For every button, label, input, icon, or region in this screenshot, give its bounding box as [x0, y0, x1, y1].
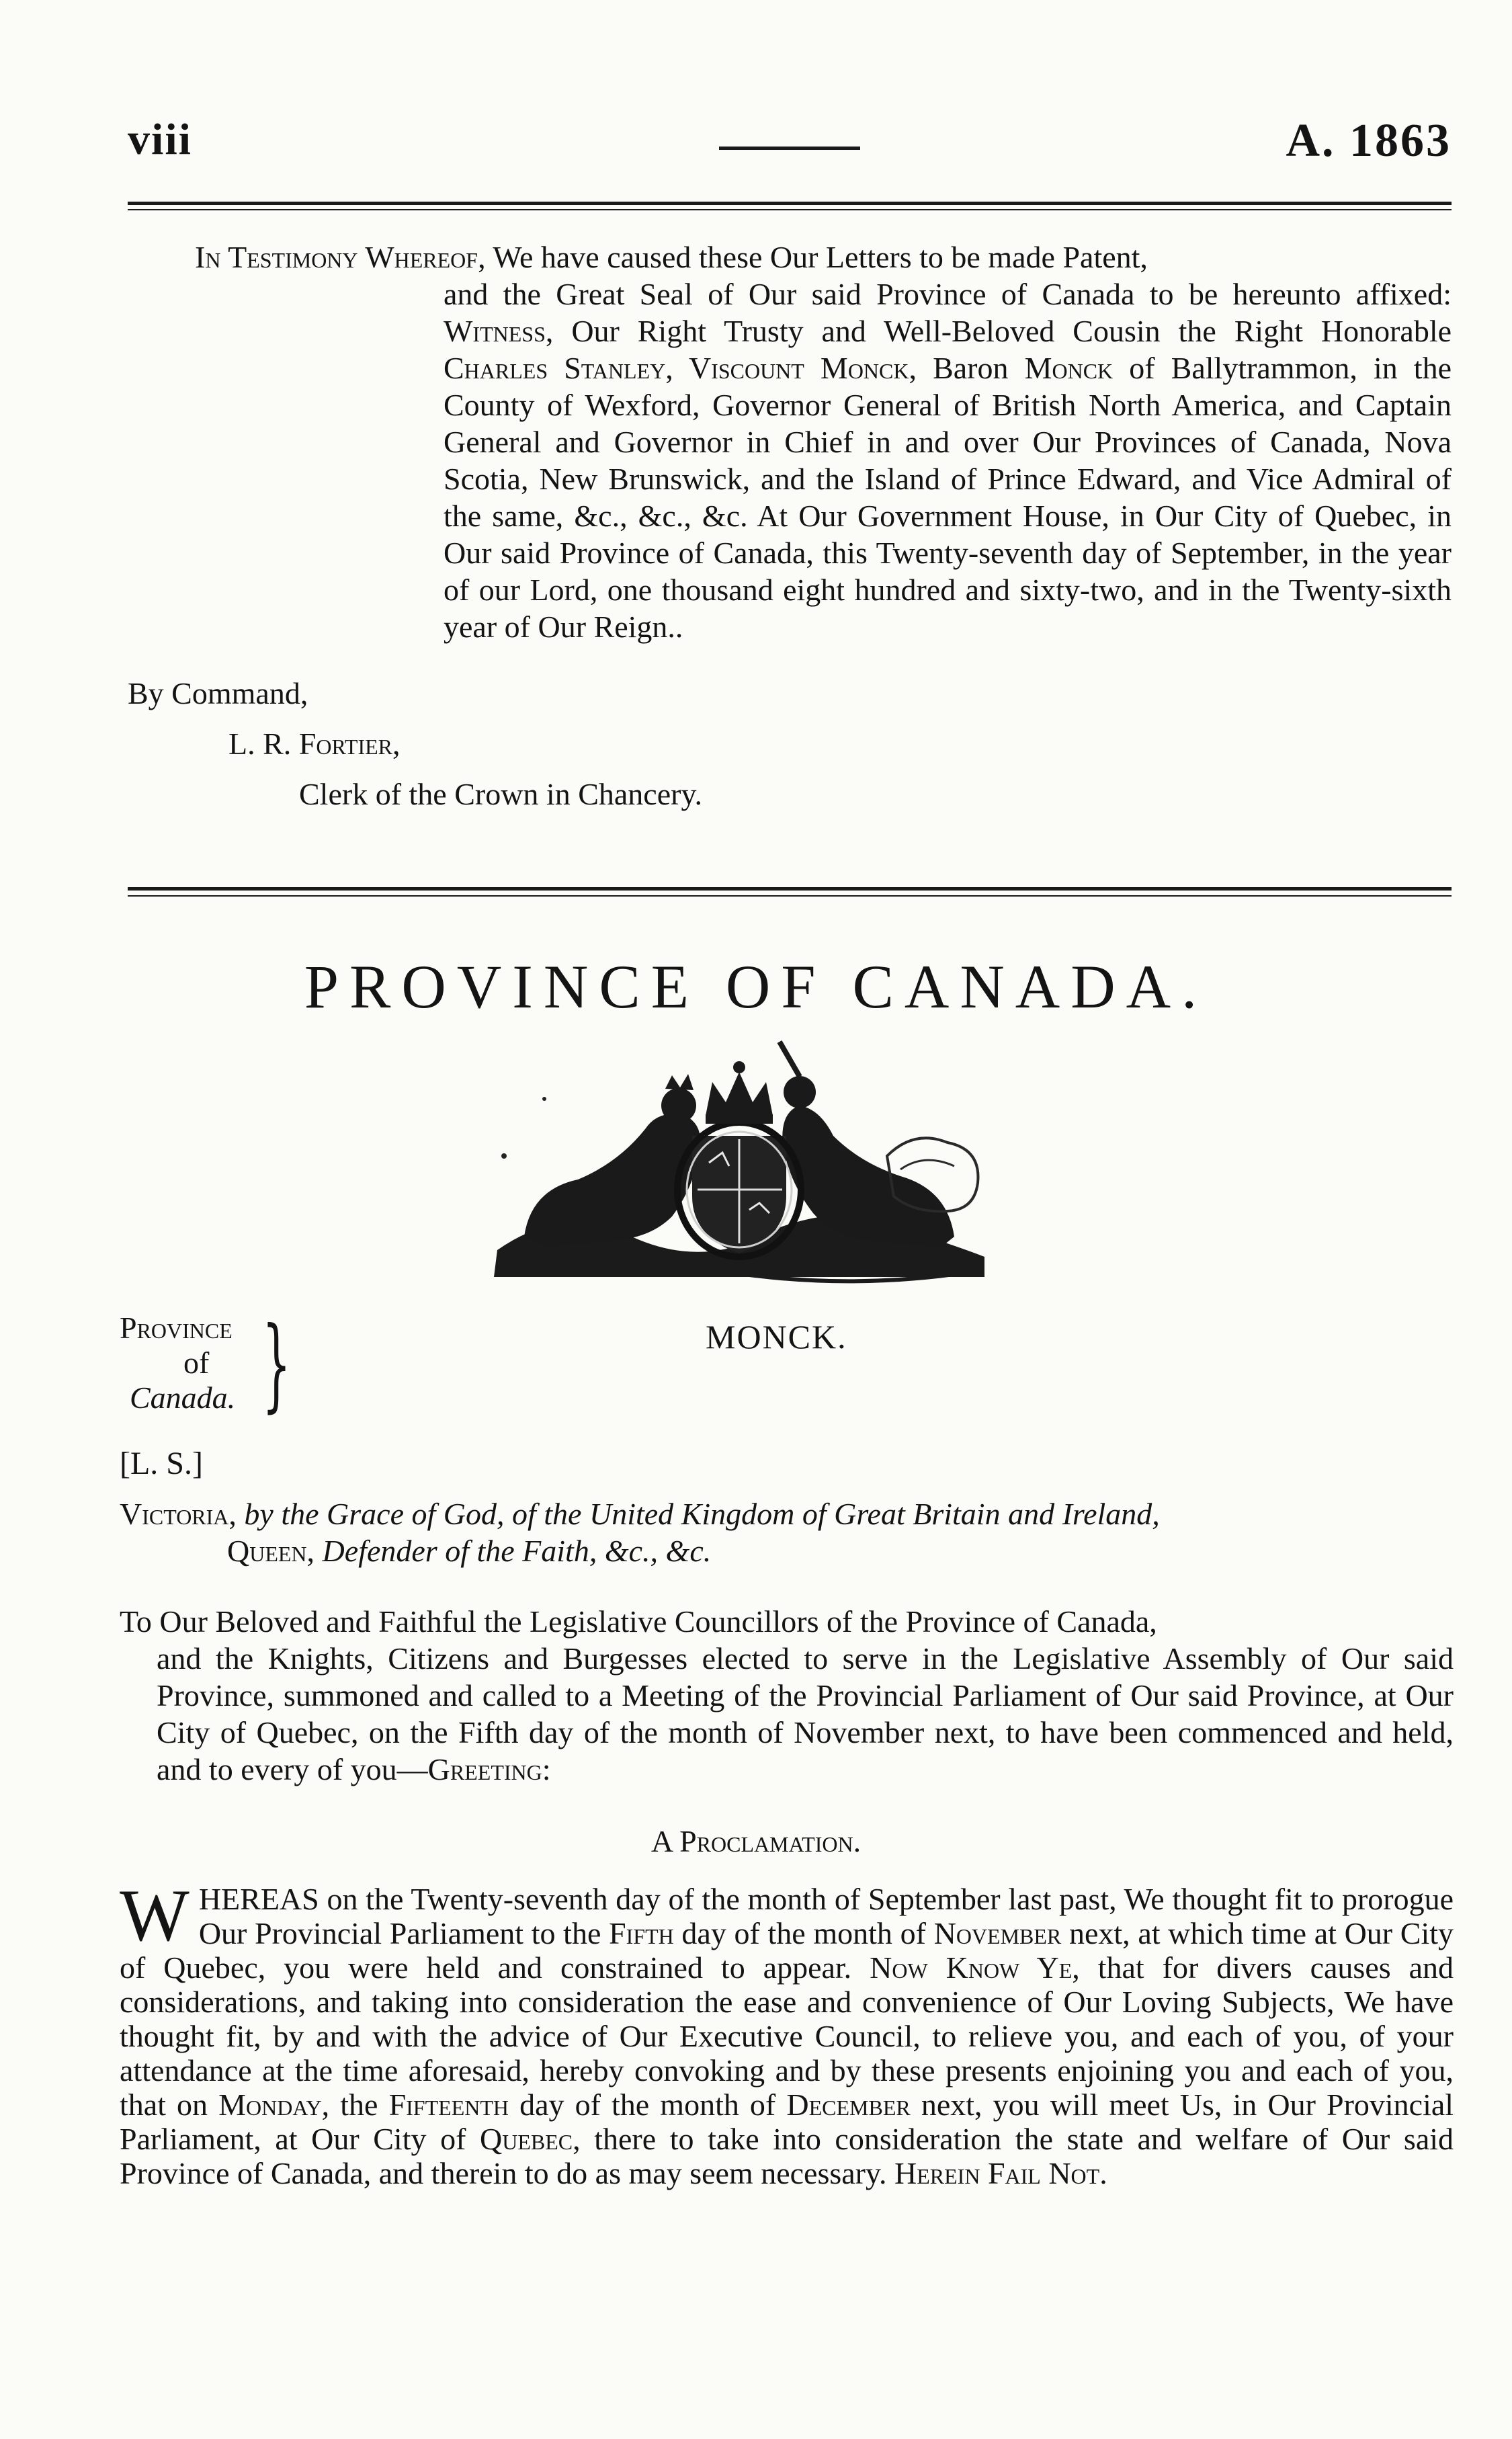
header-rule-thin — [128, 209, 1452, 210]
header-dash — [719, 147, 860, 150]
section-rule-thick — [128, 887, 1452, 891]
proclamation-heading: A Proclamation. — [650, 1824, 862, 1858]
by-command: By Command, — [128, 676, 308, 710]
province-designation: Province of Canada. — [120, 1311, 236, 1415]
signatory-title: Clerk of the Crown in Chancery. — [299, 777, 702, 811]
proclamation-body: W HEREAS on the Twenty-seventh day of the month of September last past, We thought fit to prorogue Our Provincial Parliament to the Fifth day of the month of November next, at which time at Our City of Quebec, you were held and constrained to appear. Now Know Ye, that for divers causes and considerations, and taking into consideration the ease and convenience of Our Loving Subjects, We have thought fit, by and with the advice of Our Executive Council, to relieve you, and each of you, of your attendance at the time aforesaid, hereby convoking and by these presents enjoining you and each of you, that on Monday, the Fifteenth day of the month of December next, you will meet Us, in Our Provincial Parliament, at Our City of Quebec, there to take into consideration the state and welfare of Our said Province of Canada, and therein to do as may seem necessary. Herein Fail Not. — [120, 1874, 1454, 2190]
section-rule-thin — [128, 895, 1452, 897]
testimony-lead: In Testimony Whereof, — [195, 240, 486, 274]
testimony-paragraph: In Testimony Whereof, We have caused these Our Letters to be made Patent, and the Great Seal of Our said Province of Canada to be hereunto affixed: Witness, Our Right Trusty and Well-Beloved Cousin the Right Honorable Charles Stanley, Viscount Monck, Baron Monck of Ballytrammon, in the County of Wexford, Governor General of British North America, and Captain General and Governor in Chief in and over Our Provinces of Canada, Nova Scotia, New Brunswick, and the Island of Prince Edward, and Vice Admiral of the same, &c., &c., &c. At Our Government House, in Our City of Quebec, in Our said Province of Canada, this Twenty-seventh day of September, in the year of our Lord, one thousand eight hundred and sixty-two, and in the Twenty-sixth year of Our Reign.. — [195, 240, 1452, 644]
page-number: viii — [128, 115, 193, 164]
governor-signature: MONCK. — [706, 1318, 847, 1356]
curly-brace-icon: } — [262, 1306, 291, 1423]
year-mark: A. 1863 — [1286, 115, 1452, 167]
address-paragraph: To Our Beloved and Faithful the Legislative Councillors of the Province of Canada, and the Knights, Citizens and Burgesses elected to serve in the Legislative Assembly of Our said Province, summoned and called to a Meeting of the Provincial Parliament of Our said Province, at Our City of Quebec, on the Fifth day of the month of November next, to have been commenced and held, and to every of you—Greeting: — [120, 1604, 1454, 1786]
header-rule-thick — [128, 202, 1452, 205]
page-header — [128, 114, 1452, 175]
signatory-name: L. R. Fortier, — [228, 727, 401, 761]
drop-cap: W — [120, 1874, 190, 1956]
province-title: PROVINCE OF CANADA. — [304, 952, 1208, 1021]
seal-mark: [L. S.] — [120, 1446, 203, 1481]
royal-coat-of-arms-icon — [484, 1035, 995, 1290]
royal-style: Victoria, by the Grace of God, of the United Kingdom of Great Britain and Ireland, Queen, Defender of the Faith, &c., &c. — [120, 1497, 1160, 1568]
